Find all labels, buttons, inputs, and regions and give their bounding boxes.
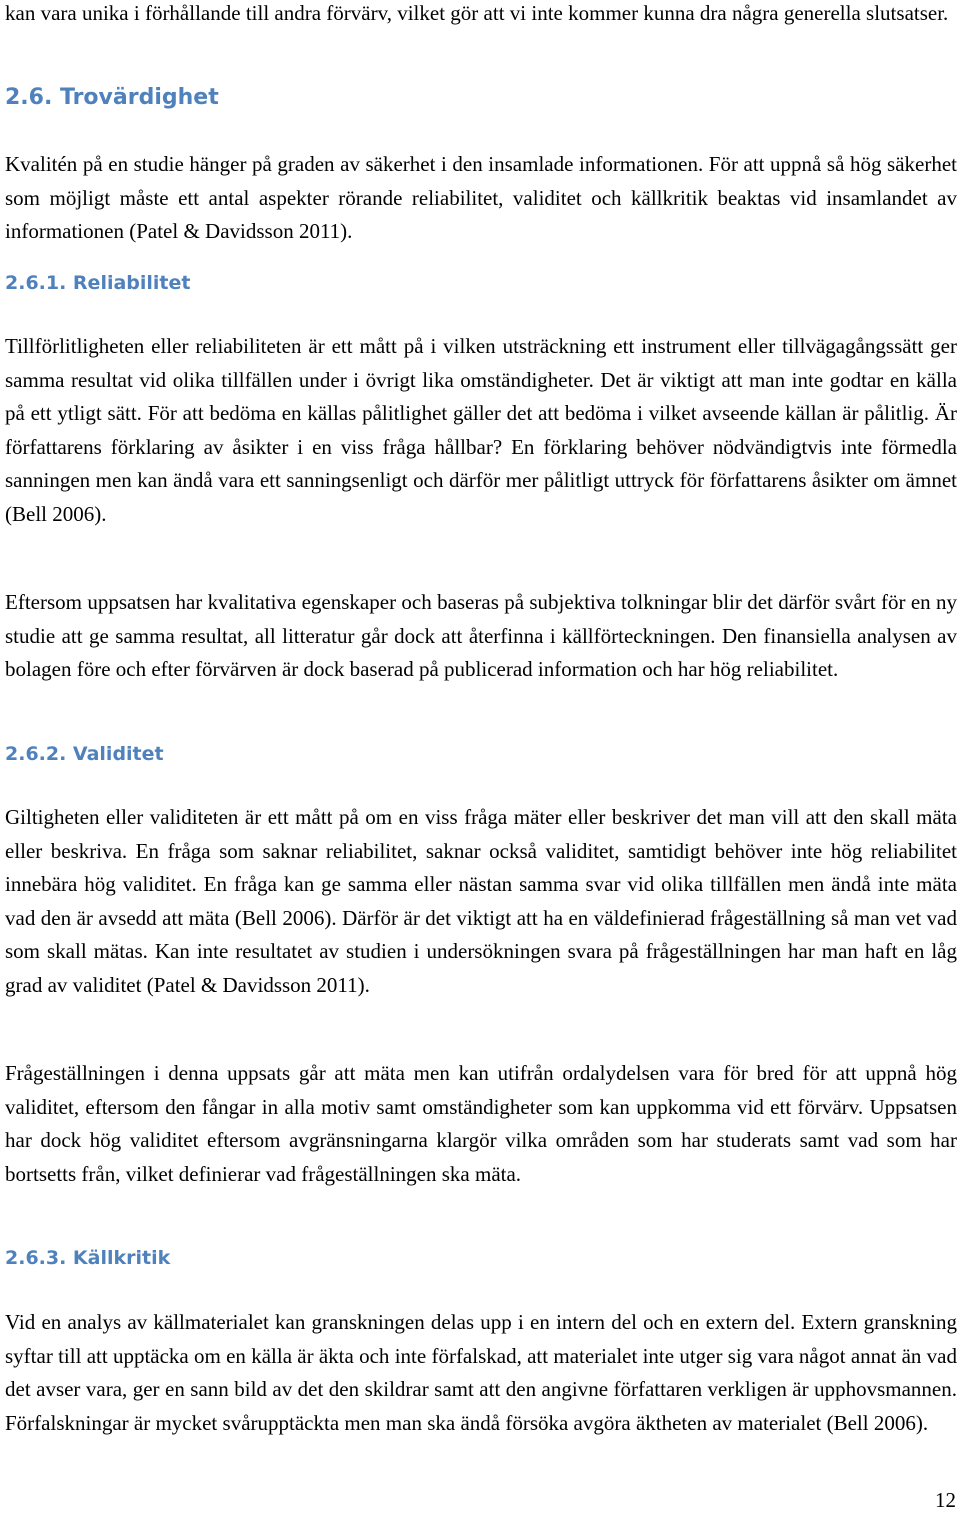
paragraph-trovardighet: Kvalitén på en studie hänger på graden av säkerhet i den insamlade informationen. För att uppnå så hög säkerhet som möjligt måste ett antal aspekter rörande reliabilitet, validitet och källkritik beaktas vid insamlandet av informationen (Patel & Davidsson 2011). (5, 152, 957, 243)
paragraph-validitet-1: Giltigheten eller validiteten är ett mått på om en viss fråga mäter eller beskriver det man vill att den skall mäta eller beskriva. En fråga som saknar reliabilitet, saknar också validitet, samtidigt behöver inte hög reliabilitet innebära hög validitet. En fråga kan ge samma eller nästan samma svar vid olika tillfällen men ändå inte mäta vad den är avsedd att mäta (Bell 2006). Därför är det viktigt att ha en väldefinierad frågeställning så man vet vad som skall mätas. Kan inte resultatet av studien i undersökningen svara på frågeställningen har man haft en låg grad av validitet (Patel & Davidsson 2011). (5, 805, 957, 997)
heading-kallkritik: 2.6.3. Källkritik (5, 1247, 171, 1269)
page-number: 12 (935, 1488, 956, 1512)
heading-trovardighet: 2.6. Trovärdighet (5, 85, 219, 110)
paragraph-reliabilitet-1: Tillförlitligheten eller reliabiliteten är ett mått på i vilken utsträckning ett instrument eller tillvägagångssätt ger samma resultat vid olika tillfällen under i övrigt lika omständigheter. Det är viktigt att man inte godtar en källa på ett ytligt sätt. För att bedöma en källas pålitlighet gäller det att bedöma i vilket avseende källan är pålitlig. Är författarens förklaring av åsikter i en viss fråga hållbar? En förklaring behöver nödvändigtvis inte förmedla sanningen men kan ändå vara ett sanningsenligt och därför mer pålitligt uttryck för författarens åsikter om ämnet (Bell 2006). (5, 334, 957, 526)
heading-reliabilitet: 2.6.1. Reliabilitet (5, 272, 191, 294)
paragraph-validitet-2: Frågeställningen i denna uppsats går att mäta men kan utifrån ordalydelsen vara för bred för att uppnå hög validitet, eftersom den fångar in alla motiv samt omständigheter som kan uppkomma vid ett förvärv. Uppsatsen har dock hög validitet eftersom avgränsningarna klargör vilka områden som har studerats samt vad som har bortsetts från, vilket definierar vad frågeställningen ska mäta. (5, 1061, 957, 1186)
paragraph-reliabilitet-2: Eftersom uppsatsen har kvalitativa egenskaper och baseras på subjektiva tolkningar blir det därför svårt för en ny studie att ge samma resultat, all litteratur går dock att återfinna i källförteckningen. Den finansiella analysen av bolagen före och efter förvärven är dock baserad på publicerad information och har hög reliabilitet. (5, 590, 957, 681)
paragraph-intro: kan vara unika i förhållande till andra förvärv, vilket gör att vi inte kommer kunna dra några generella slutsatser. (5, 1, 949, 25)
paragraph-kallkritik: Vid en analys av källmaterialet kan granskningen delas upp i en intern del och en extern del. Extern granskning syftar till att upptäcka om en källa är äkta och inte förfalskad, att materialet inte utger sig vara något annat än vad det avser vara, ger en sann bild av det den skildrar samt att den angivne författaren verkligen är upphovsmannen. Förfalskningar är mycket svårupptäckta men man ska ändå försöka avgöra äktheten av materialet (Bell 2006). (5, 1310, 957, 1435)
heading-validitet: 2.6.2. Validitet (5, 743, 164, 765)
